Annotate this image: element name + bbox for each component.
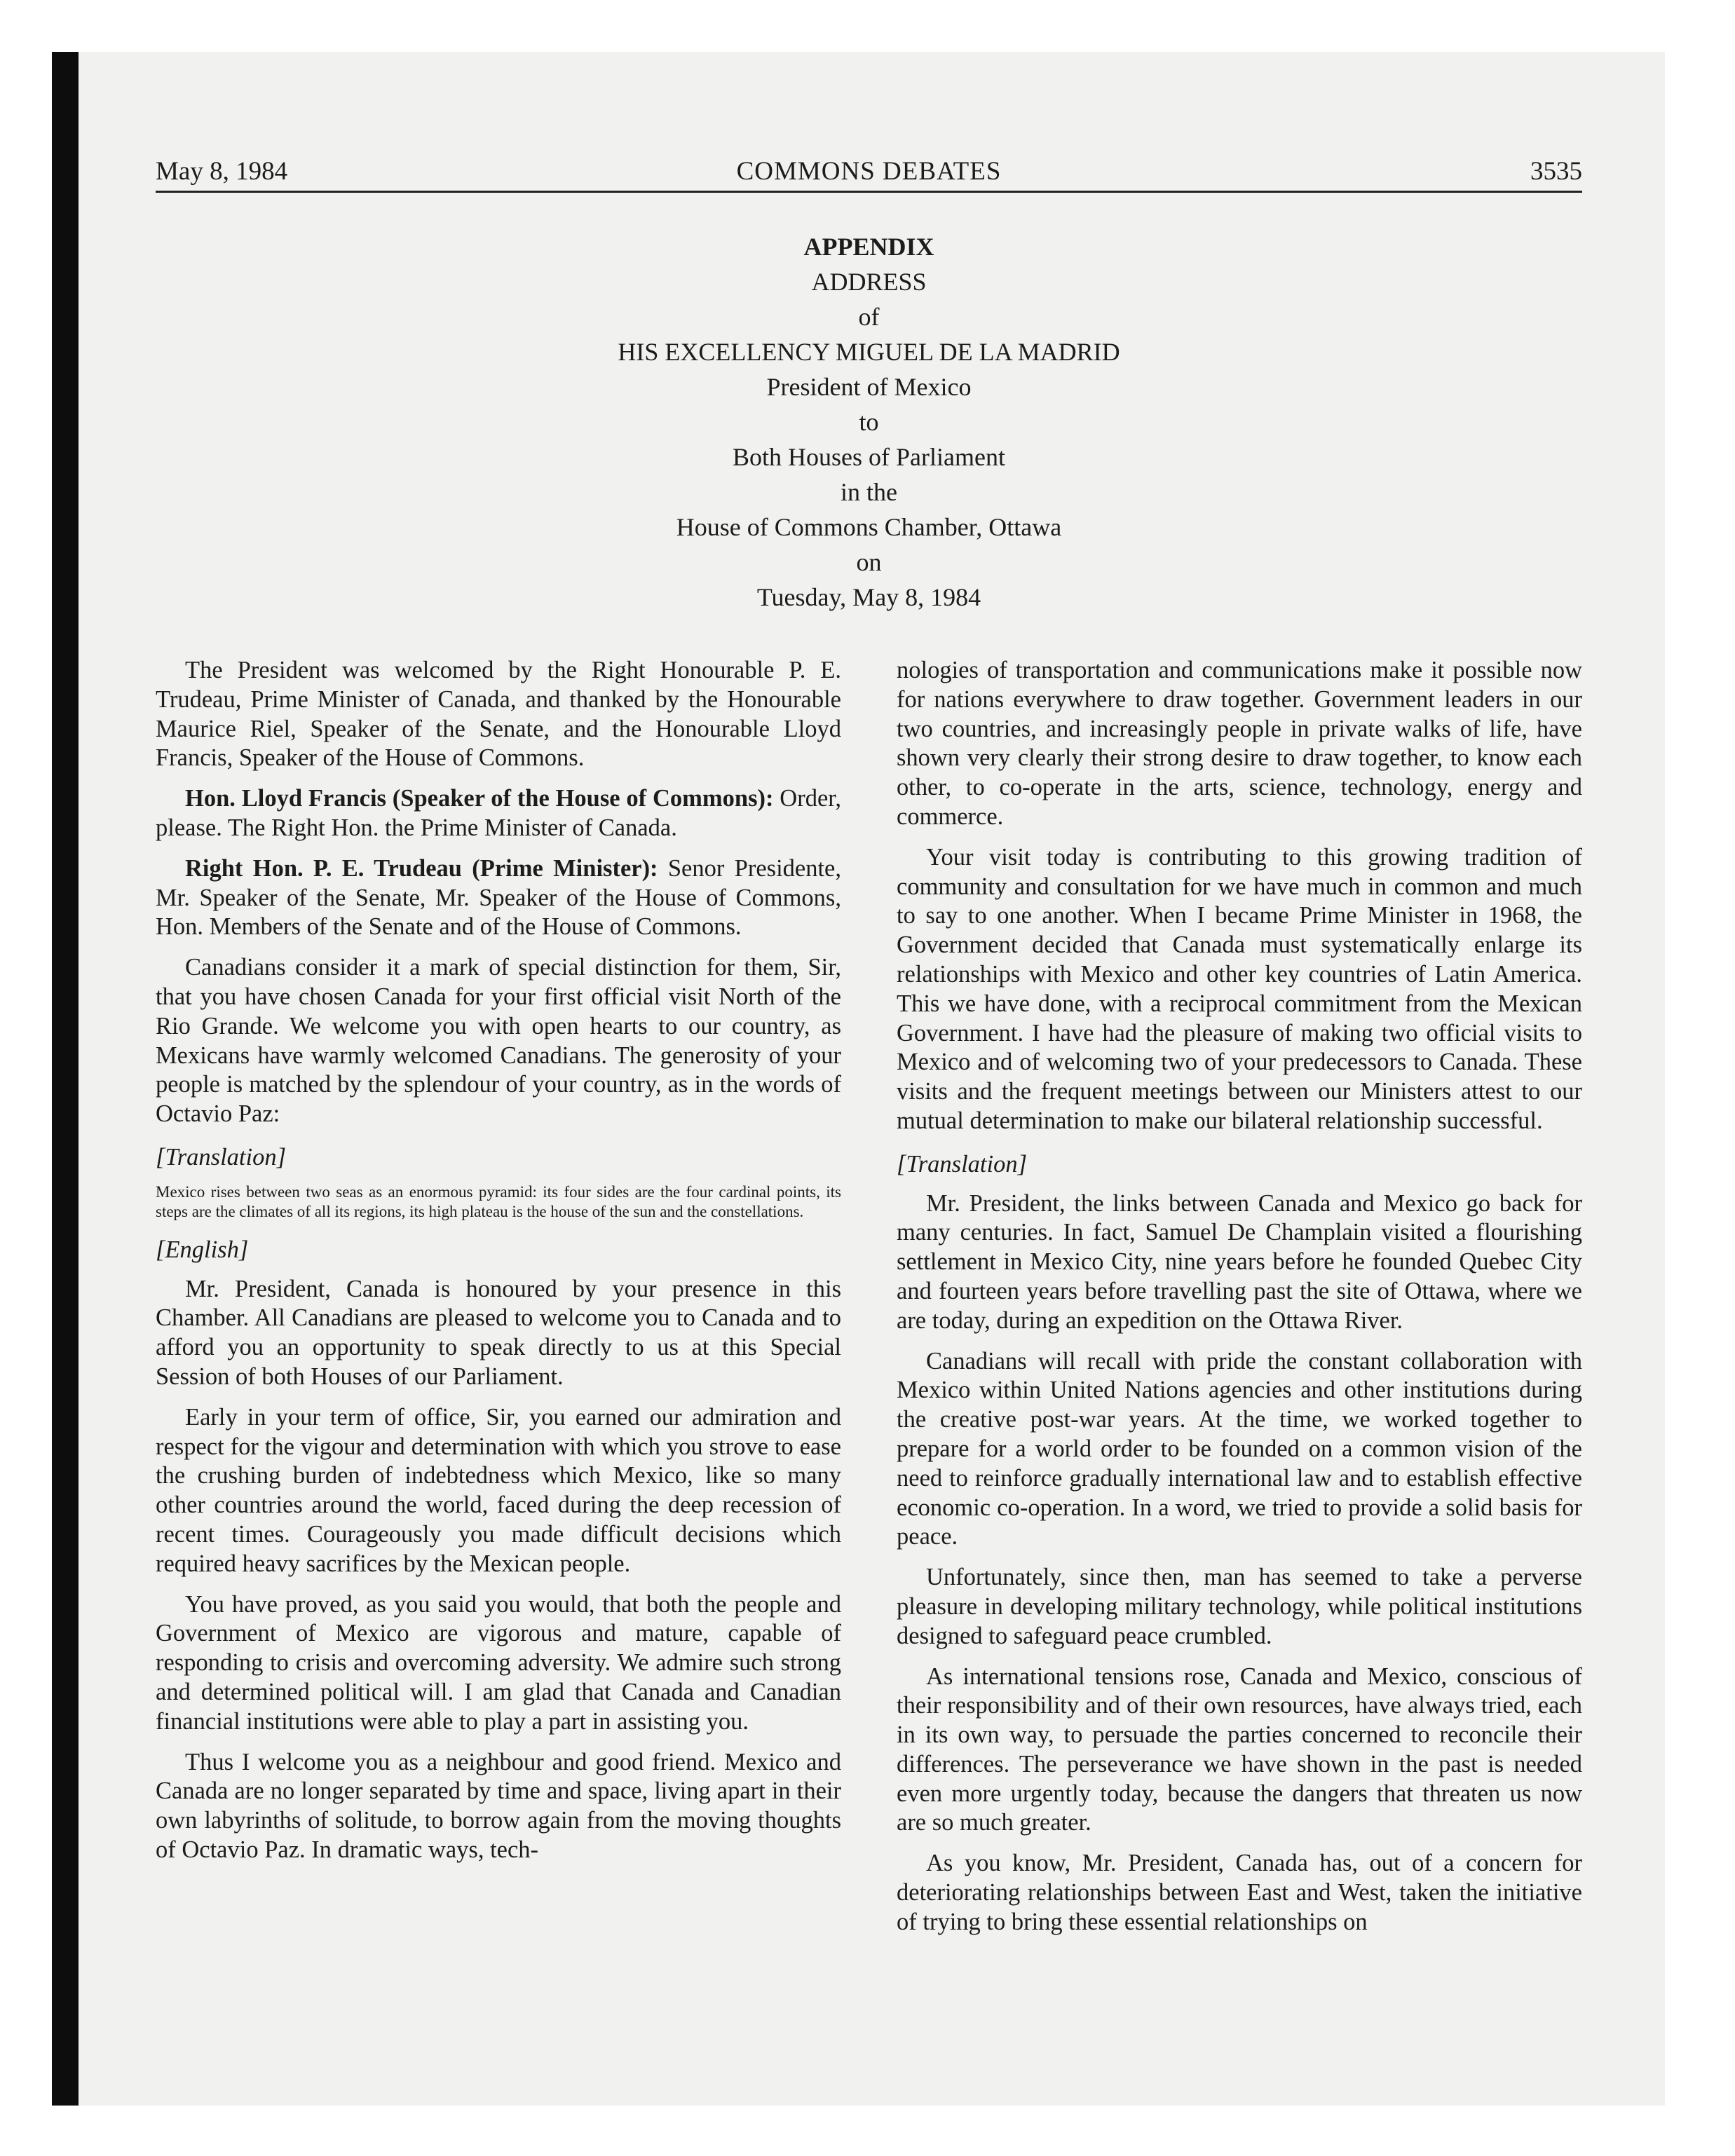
language-tag-text: Translation [165, 1143, 277, 1171]
title-of: of [858, 303, 880, 331]
paragraph: Mr. President, Canada is honoured by your presence in this Chamber. All Canadians are pleased to welcome you to Canada and to afford you an opportunity to speak directly to us at this Special Session of both Houses of our Parliament. [156, 1275, 841, 1390]
language-tag-text: Translation [906, 1150, 1018, 1178]
speaker-label: Right Hon. P. E. Trudeau (Prime Minister): [185, 854, 658, 882]
binding-edge [52, 52, 79, 2106]
paragraph: Unfortunately, since then, man has seemed to take a perverse pleasure in developing military technology, while political institutions designed to safeguard peace crumbled. [897, 1564, 1582, 1649]
address-heading: ADDRESS [811, 268, 927, 296]
paragraph: The President was welcomed by the Right Honourable P. E. Trudeau, Prime Minister of Canada, and thanked by the Honourable Maurice Riel, Speaker of the Senate, and the Honourable Lloyd Francis, Speaker of the House of Commons. [156, 657, 841, 772]
language-tag: [Translation] [156, 1143, 287, 1171]
paragraph: nologies of transportation and communications make it possible now for nations everywhere to draw together. Government leaders in our two countries, and increasingly people in private walks of life, have shown very clearly their strong desire to draw together, to know each other, to co-operate in the arts, science, technology, energy and commerce. [897, 657, 1582, 830]
language-tag-text: English [165, 1236, 239, 1263]
paragraph: As international tensions rose, Canada and Mexico, conscious of their responsibility and of their own resources, have always tried, each in its own way, to persuade the parties concerned to reconcile their differences. The perseverance we have shown in the past is needed even more urgently today, because the dangers that threaten us now are so much greater. [897, 1663, 1582, 1836]
left-column [156, 656, 841, 1949]
title-block [156, 229, 1582, 615]
paragraph [156, 854, 841, 942]
paragraph: Your visit today is contributing to this growing tradition of community and consultation for we have much in common and much to say to one another. When I became Prime Minister in 1968, the Government decided that Canada must systematically enlarge its relationships with Mexico and other key countries of Latin America. This we have done, with a reciprocal commitment from the Mexican Government. I have had the pleasure of making two official visits to Mexico and of welcoming two of your predecessors to Canada. These visits and the frequent meetings between our Ministers attest to our mutual determination to make our bilateral relationship successful. [897, 843, 1582, 1134]
language-tag: [Translation] [897, 1150, 1028, 1178]
appendix-heading: APPENDIX [803, 233, 934, 261]
body-columns [156, 656, 1582, 1949]
speaker-label: Hon. Lloyd Francis (Speaker of the House of Commons): [185, 785, 774, 812]
paragraph: Mr. President, the links between Canada and Mexico go back for many centuries. In fact, Samuel De Champlain visited a flourishing settlement in Mexico City, nine years before he founded Quebec City and fourteen years before travelling past the site of Ottawa, where we are today, during an expedition on the Ottawa River. [897, 1189, 1582, 1334]
paragraph [156, 784, 841, 843]
quotation: Mexico rises between two seas as an enormous pyramid: its four sides are the four cardinal points, its steps are the climates of all its regions, its high plateau is the house of the sun and the constellations. [156, 1182, 841, 1220]
right-column [897, 656, 1582, 1949]
speaker-name: HIS EXCELLENCY MIGUEL DE LA MADRID [618, 338, 1120, 366]
speech-text: Order, please. The Right Hon. the Prime Minister of Canada. [156, 785, 842, 841]
paragraph: Canadians consider it a mark of special distinction for them, Sir, that you have chosen Canada for your first official visit North of the Rio Grande. We welcome you with open hearts to our country, as Mexicans have warmly welcomed Canadians. The generosity of your people is matched by the splendour of your country, as in the words of Octavio Paz: [156, 954, 841, 1128]
paragraph: Canadians will recall with pride the constant collaboration with Mexico within United Nations agencies and other institutions during the creative post-war years. At the time, we worked together to prepare for a world order to be founded on a common vision of the need to reinforce gradually international law and to establish effective economic co-operation. In a word, we tried to provide a solid basis for peace. [897, 1347, 1582, 1550]
title-to: to [859, 408, 879, 436]
paragraph: Early in your term of office, Sir, you earned our admiration and respect for the vigour and determination with which you strove to ease the crushing burden of indebtedness which Mexico, like so many other countries around the world, faced during the deep recession of recent times. Courageously you made difficult decisions which required heavy sacrifices by the Mexican people. [156, 1403, 841, 1577]
audience: Both Houses of Parliament [733, 443, 1005, 471]
address-date: Tuesday, May 8, 1984 [756, 583, 981, 611]
document-page [156, 151, 1582, 615]
title-in-the: in the [841, 478, 897, 506]
paragraph: As you know, Mr. President, Canada has, out of a concern for deteriorating relationships between East and West, taken the initiative of trying to bring these essential relationships on [897, 1850, 1582, 1935]
header-date: May 8, 1984 [156, 157, 288, 186]
paragraph: You have proved, as you said you would, that both the people and Government of Mexico are vigorous and mature, capable of responding to crisis and overcoming adversity. We admire such strong and determined political will. I am glad that Canada and Canadian financial institutions were able to play a part in assisting you. [156, 1590, 841, 1735]
paragraph: Thus I welcome you as a neighbour and good friend. Mexico and Canada are no longer separated by time and space, living apart in their own labyrinths of solitude, to borrow again from the moving thoughts of Octavio Paz. In dramatic ways, tech- [156, 1748, 841, 1863]
venue: House of Commons Chamber, Ottawa [676, 513, 1062, 541]
running-head [156, 151, 1582, 193]
language-tag: [English] [156, 1236, 249, 1263]
header-publication: COMMONS DEBATES [736, 157, 1002, 186]
speaker-role: President of Mexico [766, 373, 972, 401]
title-on: on [856, 548, 882, 576]
speech-text: Senor Presidente, Mr. Speaker of the Senate, Mr. Speaker of the House of Commons, Hon. Members of the Senate and of the House of Commons. [156, 854, 841, 941]
page-number: 3535 [1530, 157, 1582, 186]
